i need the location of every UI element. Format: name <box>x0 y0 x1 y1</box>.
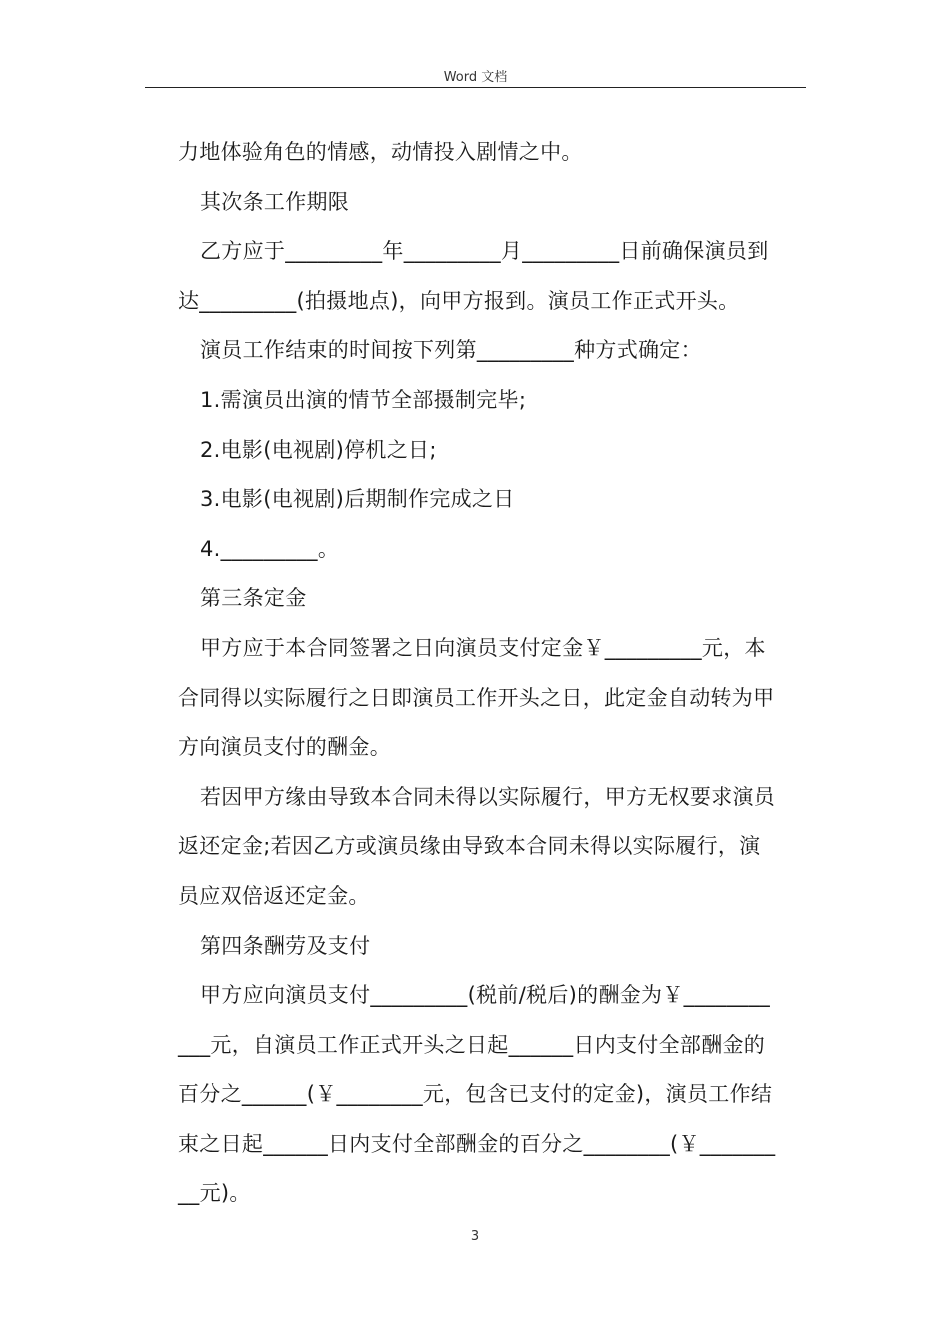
text-line: 返还定金;若因乙方或演员缘由导致本合同未得以实际履行，演 <box>178 834 761 859</box>
text-line: ___元，自演员工作正式开头之日起______日内支付全部酬金的 <box>178 1032 766 1057</box>
text-line: 合同得以实际履行之日即演员工作开头之日，此定金自动转为甲 <box>178 685 775 710</box>
header-divider <box>145 87 806 88</box>
page-header: Word 文档 <box>443 70 508 85</box>
text-line: __元)。 <box>178 1181 251 1206</box>
text-line: 方向演员支付的酬金。 <box>178 735 391 760</box>
section-heading: 第三条定金 <box>200 586 307 611</box>
text-line: 甲方应向演员支付_________(税前/税后)的酬金为￥________ <box>200 983 771 1008</box>
document-body <box>178 132 806 1223</box>
text-line: 员应双倍返还定金。 <box>178 883 370 908</box>
text-line: 力地体验角色的情感，动情投入剧情之中。 <box>178 140 583 164</box>
text-line: 演员工作结束的时间按下列第_________种方式确定： <box>200 338 702 363</box>
text-line: 束之日起______日内支付全部酬金的百分之________(￥_______ <box>178 1131 776 1156</box>
text-line: 百分之______(￥________元，包含已支付的定金)，演员工作结 <box>178 1082 773 1107</box>
page-number: 3 <box>470 1229 480 1244</box>
list-item: 4._________。 <box>200 536 340 561</box>
text-line: 达_________(拍摄地点)，向甲方报到。演员工作正式开头。 <box>178 288 740 313</box>
section-heading: 第四条酬劳及支付 <box>200 933 371 958</box>
text-line: 若因甲方缘由导致本合同未得以实际履行，甲方无权要求演员 <box>200 784 776 809</box>
text-line: 甲方应于本合同签署之日向演员支付定金￥_________元，本 <box>200 635 766 660</box>
section-heading: 其次条工作期限 <box>200 189 350 214</box>
text-line: 乙方应于_________年_________月_________日前确保演员到 <box>200 239 769 264</box>
list-item: 2.电影(电视剧)停机之日; <box>200 437 437 462</box>
list-item: 3.电影(电视剧)后期制作完成之日 <box>200 487 515 512</box>
list-item: 1.需演员出演的情节全部摄制完毕; <box>200 387 527 412</box>
